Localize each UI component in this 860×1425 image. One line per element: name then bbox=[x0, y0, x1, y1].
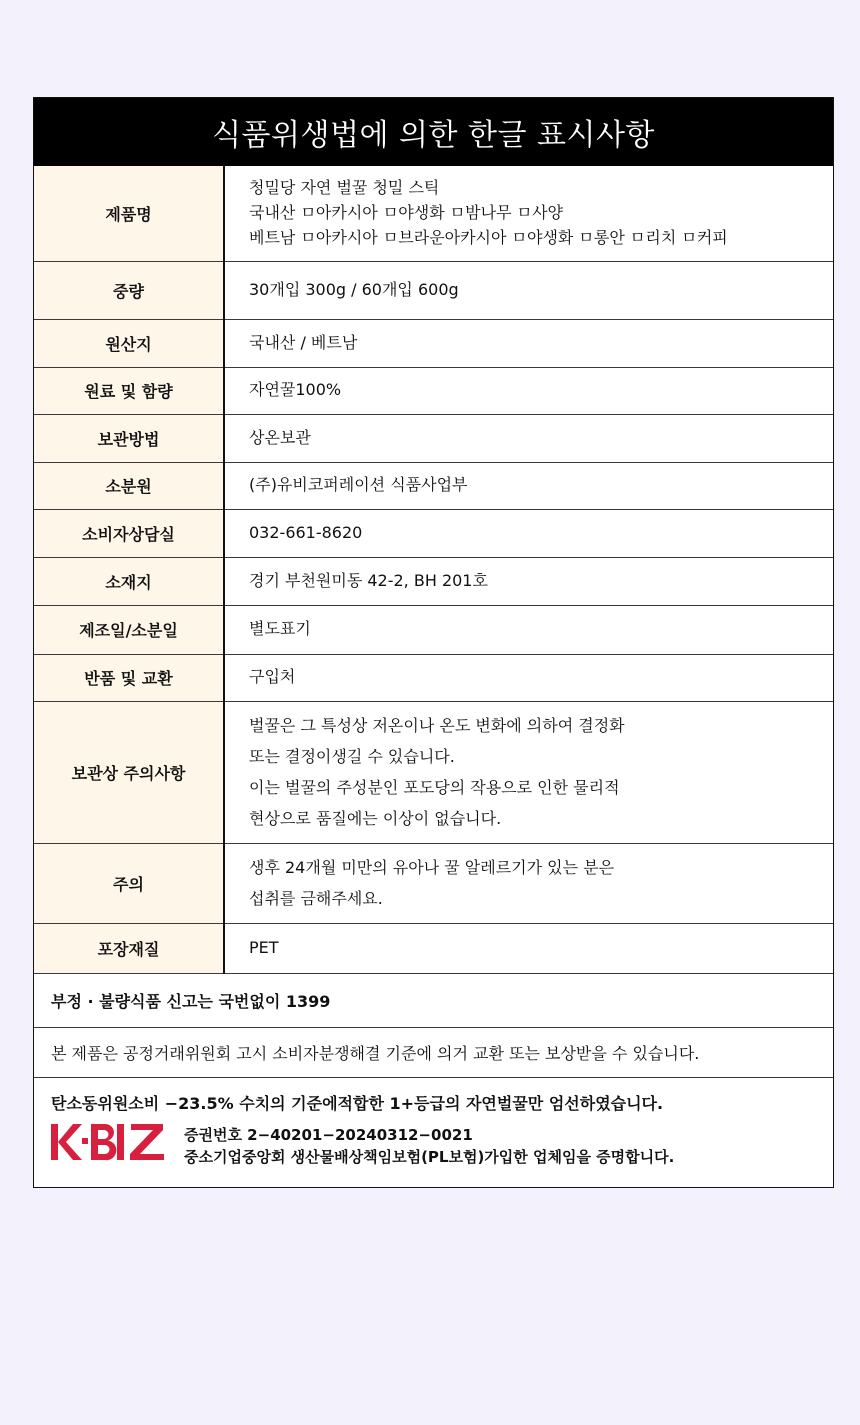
certificate-description: 중소기업중앙회 생산물배상책임보험(PL보험)가입한 업체임을 증명합니다. bbox=[184, 1147, 675, 1166]
certificate-row bbox=[51, 1122, 816, 1170]
table-row bbox=[34, 414, 833, 462]
table-row bbox=[34, 557, 833, 605]
value-line: 섭취를 금해주세요. bbox=[249, 889, 383, 908]
certificate-text bbox=[184, 1124, 674, 1168]
table-row bbox=[34, 654, 833, 701]
row-value bbox=[224, 654, 833, 701]
kbiz-logo bbox=[51, 1122, 184, 1170]
row-value bbox=[224, 166, 833, 261]
exchange-notice: 본 제품은 공정거래위원회 고시 소비자분쟁해결 기준에 의거 교환 또는 보상받을 수 있습니다. bbox=[34, 1028, 833, 1078]
value-line: PET bbox=[249, 937, 279, 957]
row-value bbox=[224, 923, 833, 973]
value-line: 벌꿀은 그 특성상 저온이나 온도 변화에 의하여 결정화 bbox=[249, 716, 625, 735]
table-row bbox=[34, 843, 833, 923]
table-row bbox=[34, 462, 833, 509]
spec-table bbox=[34, 166, 833, 974]
row-value bbox=[224, 367, 833, 414]
row-value bbox=[224, 843, 833, 923]
value-line: 국내산 ㅁ아카시아 ㅁ야생화 ㅁ밤나무 ㅁ사양 bbox=[249, 202, 564, 222]
value-line: 30개입 300g / 60개입 600g bbox=[249, 279, 459, 299]
row-label: 보관상 주의사항 bbox=[34, 701, 224, 843]
row-value bbox=[224, 509, 833, 557]
row-label: 반품 및 교환 bbox=[34, 654, 224, 701]
value-line: 경기 부천원미동 42-2, BH 201호 bbox=[249, 570, 488, 590]
value-line: 베트남 ㅁ아카시아 ㅁ브라운아카시아 ㅁ야생화 ㅁ롱안 ㅁ리치 ㅁ커피 bbox=[249, 227, 728, 247]
certificate-number: 증권번호 2−40201−20240312−0021 bbox=[184, 1125, 473, 1144]
value-line: 현상으로 품질에는 이상이 없습니다. bbox=[249, 809, 502, 828]
value-line: 구입처 bbox=[249, 667, 296, 687]
row-label: 소분원 bbox=[34, 462, 224, 509]
table-row bbox=[34, 367, 833, 414]
label-sheet bbox=[33, 97, 834, 1188]
table-row bbox=[34, 509, 833, 557]
footer bbox=[34, 1078, 833, 1170]
value-line: 이는 벌꿀의 주성분인 포도당의 작용으로 인한 물리적 bbox=[249, 778, 620, 797]
row-value bbox=[224, 261, 833, 319]
row-label: 보관방법 bbox=[34, 414, 224, 462]
value-line: 생후 24개월 미만의 유아나 꿀 알레르기가 있는 분은 bbox=[249, 858, 615, 877]
value-line: 국내산 / 베트남 bbox=[249, 332, 358, 352]
row-value bbox=[224, 319, 833, 367]
value-line: 또는 결정이생길 수 있습니다. bbox=[249, 747, 455, 766]
report-notice: 부정 · 불량식품 신고는 국번없이 1399 bbox=[34, 974, 833, 1028]
value-line: 별도표기 bbox=[249, 619, 311, 639]
row-label: 중량 bbox=[34, 261, 224, 319]
table-row bbox=[34, 923, 833, 973]
row-value bbox=[224, 462, 833, 509]
row-label: 원산지 bbox=[34, 319, 224, 367]
value-line: (주)유비코퍼레이션 식품사업부 bbox=[249, 475, 468, 495]
row-label: 주의 bbox=[34, 843, 224, 923]
row-label: 제조일/소분일 bbox=[34, 605, 224, 654]
table-row bbox=[34, 319, 833, 367]
row-value bbox=[224, 414, 833, 462]
table-row bbox=[34, 166, 833, 261]
kbiz-logo-icon bbox=[51, 1122, 167, 1162]
page-title: 식품위생법에 의한 한글 표시사항 bbox=[34, 98, 833, 166]
table-row bbox=[34, 605, 833, 654]
row-label: 소비자상담실 bbox=[34, 509, 224, 557]
row-label: 원료 및 함량 bbox=[34, 367, 224, 414]
value-line: 청밀당 자연 벌꿀 청밀 스틱 bbox=[249, 178, 440, 198]
value-line: 자연꿀100% bbox=[249, 380, 342, 400]
row-value bbox=[224, 557, 833, 605]
value-line: 032-661-8620 bbox=[249, 522, 363, 542]
carbon-notice: 탄소동위원소비 −23.5% 수치의 기준에적합한 1+등급의 자연벌꿀만 엄선하였습니다. bbox=[51, 1094, 664, 1113]
row-value bbox=[224, 605, 833, 654]
row-label: 소재지 bbox=[34, 557, 224, 605]
row-value bbox=[224, 701, 833, 843]
row-label: 포장재질 bbox=[34, 923, 224, 973]
row-label: 제품명 bbox=[34, 166, 224, 261]
table-row bbox=[34, 261, 833, 319]
table-row bbox=[34, 701, 833, 843]
value-line: 상온보관 bbox=[249, 427, 311, 447]
